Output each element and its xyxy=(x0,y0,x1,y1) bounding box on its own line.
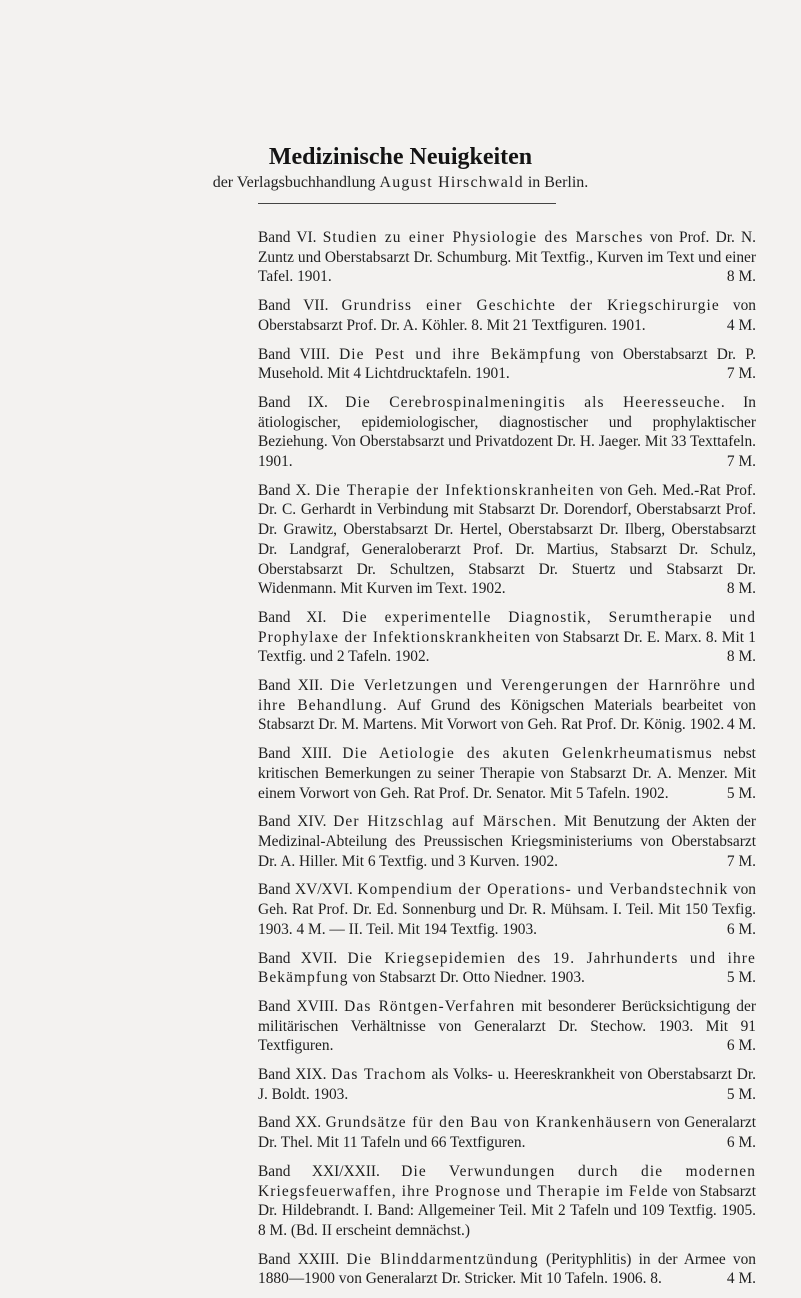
book-price: 8 M. xyxy=(726,268,756,286)
book-price: 7 M. xyxy=(726,365,756,383)
divider xyxy=(258,203,556,204)
band-number: Band XX. xyxy=(258,1114,322,1132)
book-details: von Geh. Med.-Rat Prof. Dr. C. Gerhardt in Verbindung mit Stabsarzt Dr. Dorendorf, Oberstabsarzt Prof. Dr. Grawitz, Oberstabsarzt Dr. Hertel, Oberstabsarzt Dr. Ilberg, Oberstabsarzt Dr. Landgraf, Generaloberarzt Prof. Dr. Martius, Stabsarzt Dr. Schulz, Oberstabsarzt Dr. Schultzen, Stabsarzt Dr. Stuertz und Stabsarzt Dr. Widenmann. Mit Kurven im Text. 1902. xyxy=(258,481,756,598)
book-details: von Prof. Dr. N. Zuntz und Oberstabsarzt Dr. Schumburg. Mit Textfig., Kurven im Text und einer Tafel. 1901. xyxy=(258,229,757,286)
band-number: Band XI. xyxy=(258,608,327,626)
book-title: Die Therapie der Infektionskranheiten xyxy=(315,481,595,499)
publisher-line xyxy=(0,174,801,192)
band-number: Band XVII. xyxy=(258,949,338,967)
book-details: mit besonderer Berücksichtigung der militärischen Verhältnisse von Generalarzt Dr. Stechow. 1903. Mit 91 Textfiguren. xyxy=(258,997,756,1055)
book-details: In ätiologischer, epidemiologischer, diagnostischer und prophylaktischer Beziehung. Von Oberstabsarzt und Privatdozent Dr. H. Jaeger. Mit 33 Texttafeln. 1901. xyxy=(258,393,756,471)
list-item xyxy=(258,1065,756,1104)
book-title: Das Trachom xyxy=(331,1066,427,1084)
list-item xyxy=(258,997,756,1056)
band-number: Band XIX. xyxy=(258,1066,327,1084)
book-price: 8 M. xyxy=(726,648,756,666)
band-number: Band XII. xyxy=(258,677,323,695)
book-details: Auf Grund des Königschen Materials bearbeitet von Stabsarzt Dr. M. Martens. Mit Vorwort von Geh. Rat Prof. Dr. König. 1902. xyxy=(258,696,756,734)
book-details: Mit Benutzung der Akten der Medizinal-Abteilung des Preussischen Kriegsministeriums von Oberstabsarzt Dr. A. Hiller. Mit 6 Textfig. und 3 Kurven. 1902. xyxy=(258,813,756,870)
list-item xyxy=(258,228,756,287)
book-details: von Oberstabsarzt Dr. P. Musehold. Mit 4 Lichtdrucktafeln. 1901. xyxy=(258,345,756,383)
book-price: 6 M. xyxy=(726,1134,756,1152)
book-title: Die Kriegsepidemien des 19. Jahrhunderts und ihre Bekämpfung xyxy=(258,949,756,987)
page-title: Medizinische Neuigkeiten xyxy=(268,144,533,170)
band-number: Band VII. xyxy=(258,297,329,315)
catalog-list xyxy=(258,228,756,1298)
book-details: als Volks- u. Heereskrankheit von Oberstabsarzt Dr. J. Boldt. 1903. xyxy=(258,1066,756,1103)
list-item xyxy=(258,812,756,871)
book-title: Die Cerebrospinalmeningitis als Heeresseuche. xyxy=(345,393,726,411)
book-price: 6 M. xyxy=(726,1037,756,1055)
list-item xyxy=(258,296,756,335)
book-title: Kompendium der Operations- und Verbandstechnik xyxy=(357,881,729,899)
list-item xyxy=(258,481,756,599)
band-number: Band XXI/XXII. xyxy=(258,1162,380,1180)
book-title: Grundsätze für den Bau von Krankenhäusern xyxy=(325,1114,653,1132)
list-item xyxy=(258,1250,756,1289)
book-price: 4 M. xyxy=(726,716,756,734)
book-title: Studien zu einer Physiologie des Marsches xyxy=(322,229,644,246)
band-number: Band XXIII. xyxy=(258,1250,340,1268)
book-details: von Stabsarzt Dr. Otto Niedner. 1903. xyxy=(352,969,585,987)
book-details: von Stabsarzt Dr. Hildebrandt. I. Band: Allgemeiner Teil. Mit 2 Tafeln und 109 Textfig. 1905. 8 M. (Bd. II erscheint demnächst.) xyxy=(258,1182,756,1239)
publisher-prefix: der Verlagsbuchhandlung xyxy=(212,174,376,191)
book-details: (Perityphlitis) in der Armee von 1880—1900 von Generalarzt Dr. Stricker. Mit 10 Tafeln. 1906. 8. xyxy=(258,1250,756,1288)
band-number: Band VI. xyxy=(258,229,317,246)
book-price: 5 M. xyxy=(726,969,756,987)
book-title: Die experimentelle Diagnostik, Serumtherapie und Prophylaxe der Infektionskrankheiten xyxy=(258,608,756,646)
band-number: Band XVIII. xyxy=(258,997,339,1015)
publisher-name: August Hirschwald xyxy=(379,174,524,191)
book-price: 7 M. xyxy=(726,852,756,870)
band-number: Band XV/XVI. xyxy=(258,881,353,899)
book-details: von Generalarzt Dr. Thel. Mit 11 Tafeln und 66 Textfiguren. xyxy=(258,1114,756,1152)
book-price: 5 M. xyxy=(726,1085,756,1103)
list-item xyxy=(258,1162,756,1241)
list-item xyxy=(258,393,756,472)
band-number: Band VIII. xyxy=(258,345,330,363)
band-number: Band XIV. xyxy=(258,813,327,831)
book-details: von Geh. Rat Prof. Dr. Ed. Sonnenburg und Dr. R. Mühsam. I. Teil. Mit 150 Texfig. 1903. 4 M. — II. Teil. Mit 194 Textfig. 1903. xyxy=(258,881,756,938)
book-price: 4 M. xyxy=(726,316,756,334)
list-item xyxy=(258,880,756,939)
list-item xyxy=(258,949,756,988)
band-number: Band X. xyxy=(258,481,311,499)
book-title: Die Aetiologie des akuten Gelenkrheumatismus xyxy=(342,745,713,763)
book-details: von Stabsarzt Dr. E. Marx. 8. Mit 1 Textfig. und 2 Tafeln. 1902. xyxy=(258,628,756,666)
book-title: Die Verletzungen und Verengerungen der Harnröhre und ihre Behandlung. xyxy=(258,677,756,714)
book-price: 6 M. xyxy=(726,920,756,938)
book-details: von Oberstabsarzt Prof. Dr. A. Köhler. 8. Mit 21 Textfiguren. 1901. xyxy=(258,297,756,334)
book-title: Grundriss einer Geschichte der Kriegschirurgie xyxy=(341,297,720,315)
book-price: 7 M. xyxy=(726,453,756,471)
publisher-suffix: in Berlin. xyxy=(527,174,589,191)
list-item xyxy=(258,345,756,384)
book-title: Die Pest und ihre Bekämpfung xyxy=(339,345,582,363)
book-price: 4 M. xyxy=(726,1270,756,1288)
band-number: Band XIII. xyxy=(258,745,332,763)
book-price: 8 M. xyxy=(726,580,756,598)
book-title: Das Röntgen-Verfahren xyxy=(344,997,516,1015)
list-item xyxy=(258,1113,756,1152)
book-title: Der Hitzschlag auf Märschen. xyxy=(333,813,558,831)
band-number: Band IX. xyxy=(258,393,328,411)
list-item xyxy=(258,676,756,735)
book-details: nebst kritischen Bemerkungen zu seiner Therapie von Stabsarzt Dr. A. Menzer. Mit einem Vorwort von Geh. Rat Prof. Dr. Senator. Mit 5 Tafeln. 1902. xyxy=(258,745,756,802)
book-price: 5 M. xyxy=(726,784,756,802)
list-item xyxy=(258,608,756,667)
list-item xyxy=(258,744,756,803)
book-title: Die Verwundungen durch die modernen Kriegsfeuerwaffen, ihre Prognose und Therapie im Felde xyxy=(258,1162,756,1200)
book-title: Die Blinddarmentzündung xyxy=(346,1250,539,1268)
